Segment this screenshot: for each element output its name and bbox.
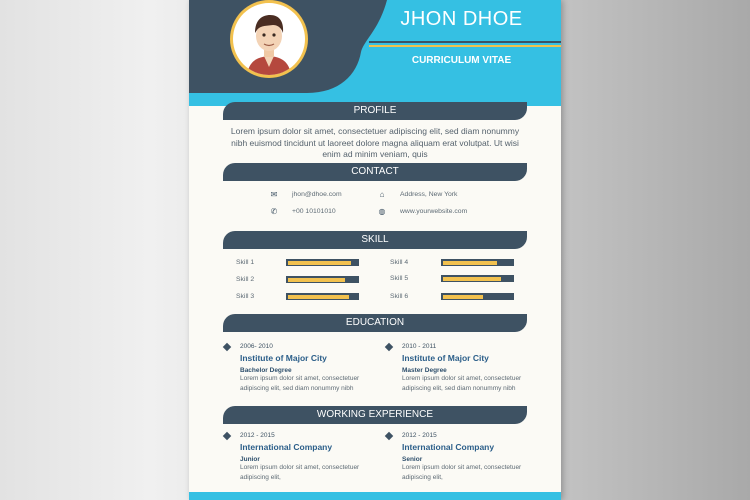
skill-6-label: Skill 6 [390,293,409,300]
skill-4-fill [443,261,497,265]
education-entry-2 [402,343,552,393]
experience-desc-line: adipiscing elit, [402,473,443,481]
home-icon: ⌂ [379,190,385,199]
bullet-diamond [223,343,231,351]
skill-6-bar [441,293,514,300]
globe-icon: ◍ [378,207,386,216]
experience-entry-1 [240,432,390,482]
education-degree: Master Degree [402,367,447,374]
experience-years: 2012 - 2015 [240,432,275,439]
education-desc-line: adipiscing elit, sed diam nonummy nibh [240,384,354,392]
experience-desc-line: Lorem ipsum dolor sit amet, consectetuer [402,464,522,471]
skill-5-fill [443,277,501,281]
education-institute: Institute of Major City [402,353,489,363]
skill-5-bar [441,275,514,282]
skill-5-label: Skill 5 [390,275,409,282]
education-entry-1 [240,343,390,393]
skill-2-bar [286,276,359,283]
resume-sheet [189,0,561,500]
website-text: www.yourwebsite.com [400,208,468,215]
skill-2-fill [288,278,345,282]
education-degree: Bachelor Degree [240,367,292,374]
skill-1-fill [288,261,351,265]
education-desc-line: Lorem ipsum dolor sit amet, consectetuer [240,375,360,382]
email-icon: ✉ [270,190,278,199]
experience-company: International Company [402,442,495,452]
avatar-portrait [233,3,305,75]
phone-text: +00 10101010 [292,208,336,215]
experience-desc-line: adipiscing elit, [240,473,281,481]
education-desc-line: adipiscing elit, sed diam nonummy nibh [402,384,516,392]
education-years: 2006- 2010 [240,343,273,350]
skill-1-label: Skill 1 [236,259,255,266]
experience-years: 2012 - 2015 [402,432,437,439]
skill-4-label: Skill 4 [390,259,409,266]
email-text: jhon@dhoe.com [292,191,342,198]
education-institute: Institute of Major City [240,353,327,363]
skill-2-label: Skill 2 [236,276,255,283]
bullet-diamond [223,432,231,440]
experience-entry-2 [402,432,552,482]
experience-role: Senior [402,456,423,463]
section-experience-heading: WORKING EXPERIENCE [223,406,527,424]
section-profile-heading: PROFILE [223,102,527,120]
section-skill-heading: SKILL [223,231,527,249]
address-text: Address, New York [400,191,458,198]
profile-text: Lorem ipsum dolor sit amet, consectetuer adipiscing elit, sed diam nonummy nibh euismod tincidunt ut laoreet dolore magna aliquam erat volutpat. Ut wisi enim ad minim veniam, quis [230,126,520,159]
avatar [230,0,308,78]
footer-bar [189,492,561,500]
section-education-heading: EDUCATION [223,314,527,332]
skill-4-bar [441,259,514,266]
candidate-name: JHON DHOE [400,8,523,30]
cv-subtitle: CURRICULUM VITAE [411,55,512,66]
skill-3-label: Skill 3 [236,293,255,300]
skill-3-fill [288,295,349,299]
section-contact-heading: CONTACT [223,163,527,181]
skill-6-fill [443,295,483,299]
phone-icon: ✆ [270,207,278,216]
skill-3-bar [286,293,359,300]
education-desc-line: Lorem ipsum dolor sit amet, consectetuer [402,375,522,382]
education-years: 2010 - 2011 [402,343,437,350]
experience-desc-line: Lorem ipsum dolor sit amet, consectetuer [240,464,360,471]
skill-1-bar [286,259,359,266]
experience-role: Junior [240,456,260,463]
experience-company: International Company [240,442,333,452]
